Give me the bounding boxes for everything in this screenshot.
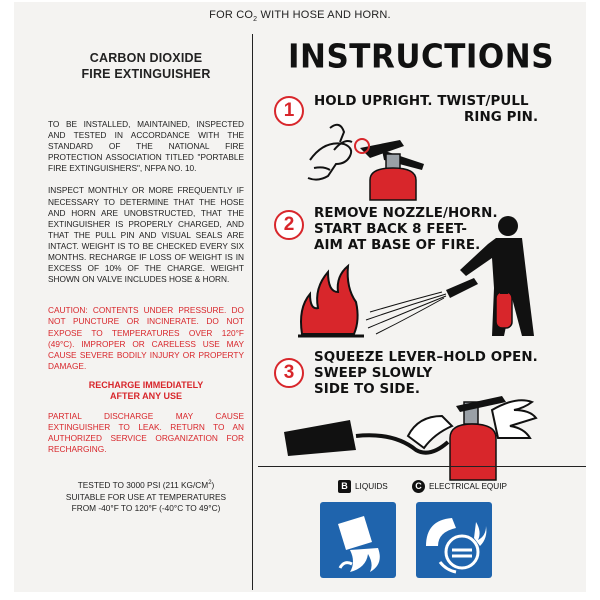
class-b-letter: B (338, 480, 351, 493)
product-title-line1: CARBON DIOXIDE (89, 51, 203, 65)
electrical-fire-icon (416, 502, 492, 578)
test-pressure: TESTED TO 3000 PSI (211 $KG/CM^2$) (77, 480, 215, 491)
person-silhouette-icon (446, 216, 534, 336)
class-c-label: ELECTRICAL EQUIP (429, 482, 507, 491)
recharge-line2: AFTER ANY USE (109, 391, 182, 402)
instructions-title: INSTRUCTIONS (288, 38, 555, 76)
test-info (48, 478, 244, 514)
step-2-number: 2 (274, 210, 304, 240)
liquid-fire-icon (320, 502, 396, 578)
step-1-number: 1 (274, 96, 304, 126)
partial-discharge-paragraph: PARTIAL DISCHARGE MAY CAUSE EXTINGUISHER TO LEAK. RETURN TO AN AUTHORIZED SERVICE ORGANIZATION FOR RECHARGING. (48, 410, 244, 455)
recharge-notice (48, 380, 244, 403)
class-b-label: LIQUIDS (355, 482, 388, 491)
step-2-line3: AIM AT BASE OF FIRE. (314, 238, 481, 253)
vertical-divider (252, 34, 253, 590)
step-3-text (314, 350, 538, 398)
step-3-illustration (284, 392, 564, 482)
step-2-line1: REMOVE NOZZLE/HORN. (314, 206, 498, 221)
step-2-line2: START BACK 8 FEET- (314, 222, 467, 237)
step-3-line2: SWEEP SLOWLY (314, 366, 433, 381)
recharge-line1: RECHARGE IMMEDIATELY (88, 379, 204, 390)
class-c-letter: C (412, 480, 425, 493)
step-3-line3: SIDE TO SIDE. (314, 382, 421, 397)
step-1-illustration (300, 120, 440, 200)
class-b-pictogram (320, 502, 396, 578)
test-temperature-line2: FROM -40°F TO 120°F (-40°C TO 49°C) (71, 503, 221, 514)
step-3-number: 3 (274, 358, 304, 388)
step-2-illustration (296, 208, 556, 348)
top-note: FOR $CO_2$ WITH HOSE AND HORN. (209, 9, 391, 24)
extinguisher-valve-icon (355, 139, 424, 200)
inspection-paragraph: INSPECT MONTHLY OR MORE FREQUENTLY IF NECESSARY TO DETERMINE THAT THE HOSE AND HORN ARE UNOBSTRUCTED, THAT THE EXTINGUISHER IS PROPERLY CHARGED, AND THAT THE PULL PIN AND VISUAL SEALS ARE INTACT. WEIGHT IS TO BE CHECKED EVERY SIX MONTHS. RECHARGE IF LOSS OF WEIGHT IS IN EXCESS OF 10% OF THE CHARGE. WEIGHT SHOWN ON VALVE INCLUDES HOSE & HORN. (48, 185, 244, 285)
product-title-line2: FIRE EXTINGUISHER (81, 67, 211, 81)
left-panel (48, 50, 244, 515)
hand-icon (308, 125, 352, 180)
fire-icon (298, 266, 364, 336)
gripping-hand-icon (492, 400, 536, 438)
step-1-line2: RING PIN. (464, 110, 539, 125)
test-temperature-line1: SUITABLE FOR USE AT TEMPERATURES (65, 491, 227, 502)
maintenance-paragraph: TO BE INSTALLED, MAINTAINED, INSPECTED AND TESTED IN ACCORDANCE WITH THE STANDARD OF THE NATIONAL FIRE PROTECTION ASSOCIATION TITLED "PORTABLE FIRE EXTINGUISHERS", NFPA NO. 10. (48, 119, 244, 174)
step-1-line1: HOLD UPRIGHT. TWIST/PULL (314, 94, 529, 109)
class-c-pictogram (416, 502, 492, 578)
spray-icon (366, 292, 446, 334)
caution-paragraph: CAUTION: CONTENTS UNDER PRESSURE. DO NOT PUNCTURE OR INCINERATE. DO NOT EXPOSE TO TEMPERATURES OVER 120°F (49°C). IMPROPER OR CARELESS USE MAY CAUSE SEVERE BODILY INJURY OR PROPERTY DAMAGE. (48, 305, 244, 371)
product-title (48, 50, 244, 82)
horizontal-divider (258, 466, 586, 467)
step-3-line1: SQUEEZE LEVER–HOLD OPEN. (314, 350, 538, 365)
